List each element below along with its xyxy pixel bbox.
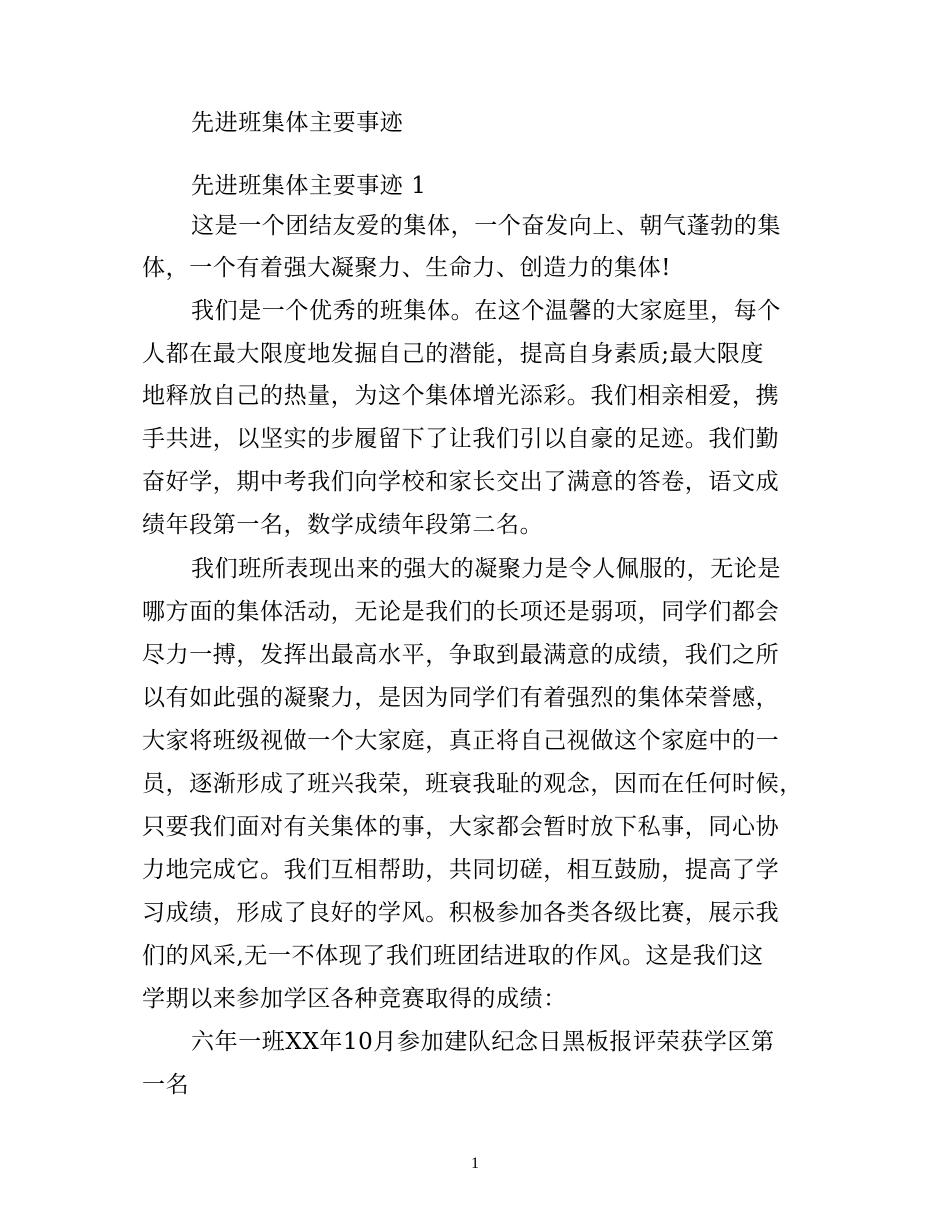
text-line: 人都在最大限度地发掘自己的潜能，提高自身素质;最大限度	[142, 341, 764, 367]
text-line: 以有如此强的凝聚力，是因为同学们有着强烈的集体荣誉感，	[142, 685, 780, 711]
text-line: 我们是一个优秀的班集体。在这个温馨的大家庭里，每个	[191, 298, 781, 324]
text-line: 绩年段第一名，数学成绩年段第二名。	[142, 512, 544, 538]
text-line: 只要我们面对有关集体的事，大家都会暂时放下私事，同心协	[142, 814, 780, 840]
text-line: 体，一个有着强大凝聚力、生命力、创造力的集体!	[142, 255, 672, 281]
text-line: 力地完成它。我们互相帮助，共同切磋，相互鼓励，提高了学	[142, 857, 780, 883]
text-line: 我们班所表现出来的强大的凝聚力是令人佩服的，无论是	[191, 556, 781, 582]
text-line: 员，逐渐形成了班兴我荣，班衰我耻的观念，因而在任何时候，	[142, 771, 803, 797]
text-line: 学期以来参加学区各种竞赛取得的成绩：	[142, 986, 567, 1012]
text-line: 哪方面的集体活动，无论是我们的长项还是弱项，同学们都会	[142, 599, 780, 625]
text-line: 这是一个团结友爱的集体，一个奋发向上、朝气蓬勃的集	[191, 213, 781, 239]
text-line: 六年一班XX年10月参加建队纪念日黑板报评荣获学区第	[191, 1029, 775, 1055]
text-line: 习成绩，形成了良好的学风。积极参加各类各级比赛，展示我	[142, 900, 780, 926]
text-line: 奋好学，期中考我们向学校和家长交出了满意的答卷，语文成	[142, 469, 780, 495]
section-heading: 先进班集体主要事迹 1	[191, 173, 427, 199]
text-line: 手共进，以坚实的步履留下了让我们引以自豪的足迹。我们勤	[142, 426, 780, 452]
text-line: 们的风采,无一不体现了我们班团结进取的作风。这是我们这	[142, 943, 764, 969]
text-line: 尽力一搏，发挥出最高水平，争取到最满意的成绩，我们之所	[142, 642, 780, 668]
text-line: 地释放自己的热量，为这个集体增光添彩。我们相亲相爱，携	[142, 383, 780, 409]
page-number: 1	[471, 1155, 479, 1172]
document-title: 先进班集体主要事迹	[191, 110, 404, 136]
text-line: 一名	[142, 1072, 190, 1098]
text-line: 大家将班级视做一个大家庭，真正将自己视做这个家庭中的一	[142, 728, 780, 754]
